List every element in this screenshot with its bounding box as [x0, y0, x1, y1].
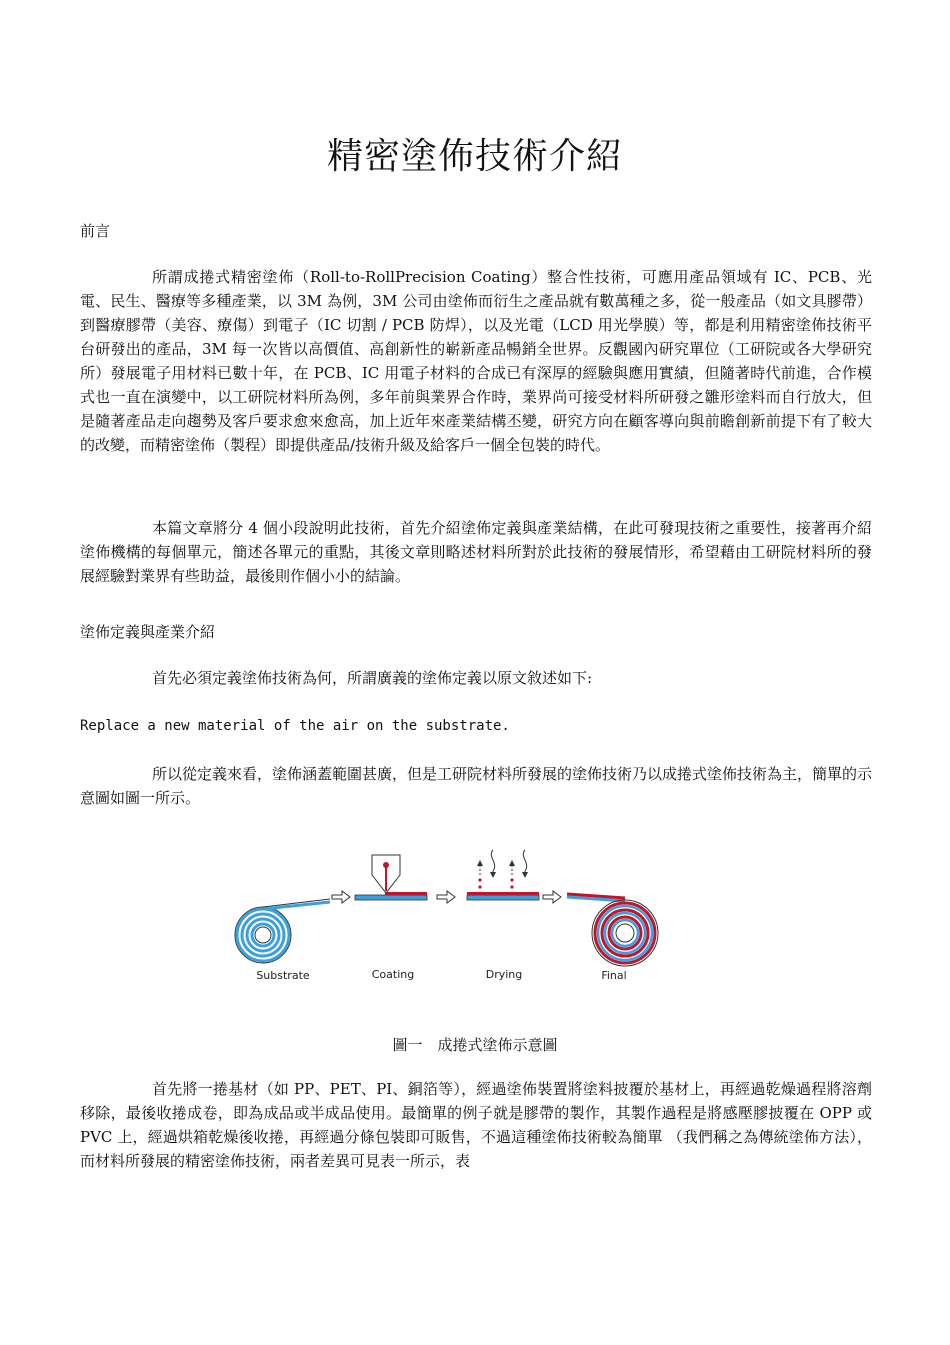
label-coating: Coating: [371, 968, 415, 981]
process-paragraph-1: 首先將一捲基材（如 PP、PET、PI、銅箔等），經過塗佈裝置將塗料披覆於基材上，再經過乾燥過程將溶劑移除，最後收捲成卷，即為成品或半成品使用。最簡單的例子就是膠帶的製作，其製作過程是將感壓膠披覆在 OPP 或 PVC 上，經過烘箱乾燥後收捲，再經過分條包裝即可販售，不過這種塗佈技術較為簡單 （我們稱之為傳統塗佈方法），而材料所發展的精密塗佈技術，兩者差異可見表一所示，表: [80, 1080, 872, 1170]
figure-caption: 圖一 成捲式塗佈示意圖: [392, 1036, 558, 1054]
document-title: 精密塗佈技術介紹: [326, 136, 623, 177]
roll-to-roll-coating-diagram: [225, 845, 685, 995]
drying-stage: [467, 850, 539, 900]
coating-stage: [355, 855, 427, 900]
preface-paragraph-2: 本篇文章將分 4 個小段說明此技術，首先介紹塗佈定義與產業結構，在此可發現技術之重要性，接著再介紹塗佈機構的每個單元，簡述各單元的重點，其後文章則略述材料所對於此技術的發展情形，希望藉由工研院材料所的發展經驗對業界有些助益，最後則作個小小的結論。: [80, 519, 872, 585]
label-substrate: Substrate: [256, 969, 310, 982]
section-heading-definition: 塗佈定義與產業介紹: [80, 623, 216, 641]
label-final: Final: [601, 969, 627, 982]
coating-process-svg: [225, 845, 685, 995]
label-drying: Drying: [485, 968, 523, 981]
section-heading-preface: 前言: [80, 222, 111, 240]
definition-paragraph-1: 首先必須定義塗佈技術為何，所謂廣義的塗佈定義以原文敘述如下:: [152, 669, 593, 687]
final-roll: [567, 894, 658, 966]
definition-paragraph-2: 所以從定義來看，塗佈涵蓋範圍甚廣，但是工研院材料所發展的塗佈技術乃以成捲式塗佈技術為主，簡單的示意圖如圖一所示。: [80, 765, 873, 807]
process-arrow-2: [437, 891, 455, 903]
substrate-roll: [235, 899, 330, 963]
definition-quote: Replace a new material of the air on the substrate.: [80, 718, 510, 734]
process-arrow-3: [543, 891, 561, 903]
process-arrow-1: [332, 891, 350, 903]
preface-paragraph-1: 所謂成捲式精密塗佈（Roll-to-RollPrecision Coating）整合性技術，可應用產品領域有 IC、PCB、光電、民生、醫療等多種產業，以 3M 為例，3M 公司由塗佈而衍生之產品就有數萬種之多，從一般產品（如文具膠帶）到醫療膠帶（美容、療傷）到電子（IC 切割 / PCB 防焊），以及光電（LCD 用光學膜）等，都是利用精密塗佈技術平台研發出的產品，3M 每一次皆以高價值、高創新性的嶄新產品暢銷全世界。反觀國內研究單位（工研院或各大學研究所）發展電子用材料已數十年，在 PCB、IC 用電子材料的合成已有深厚的經驗與應用實績，但隨著時代前進，合作模式也一直在演變中，以工研院材料所為例，多年前與業界合作時，業界尚可接受材料所研發之雛形塗料而自行放大，但是隨著產品走向趨勢及客戶要求愈來愈高，加上近年來產業結構丕變，研究方向在顧客導向與前瞻創新前提下有了較大的改變，而精密塗佈（製程）即提供產品/技術升級及給客戶一個全包裝的時代。: [80, 268, 872, 454]
